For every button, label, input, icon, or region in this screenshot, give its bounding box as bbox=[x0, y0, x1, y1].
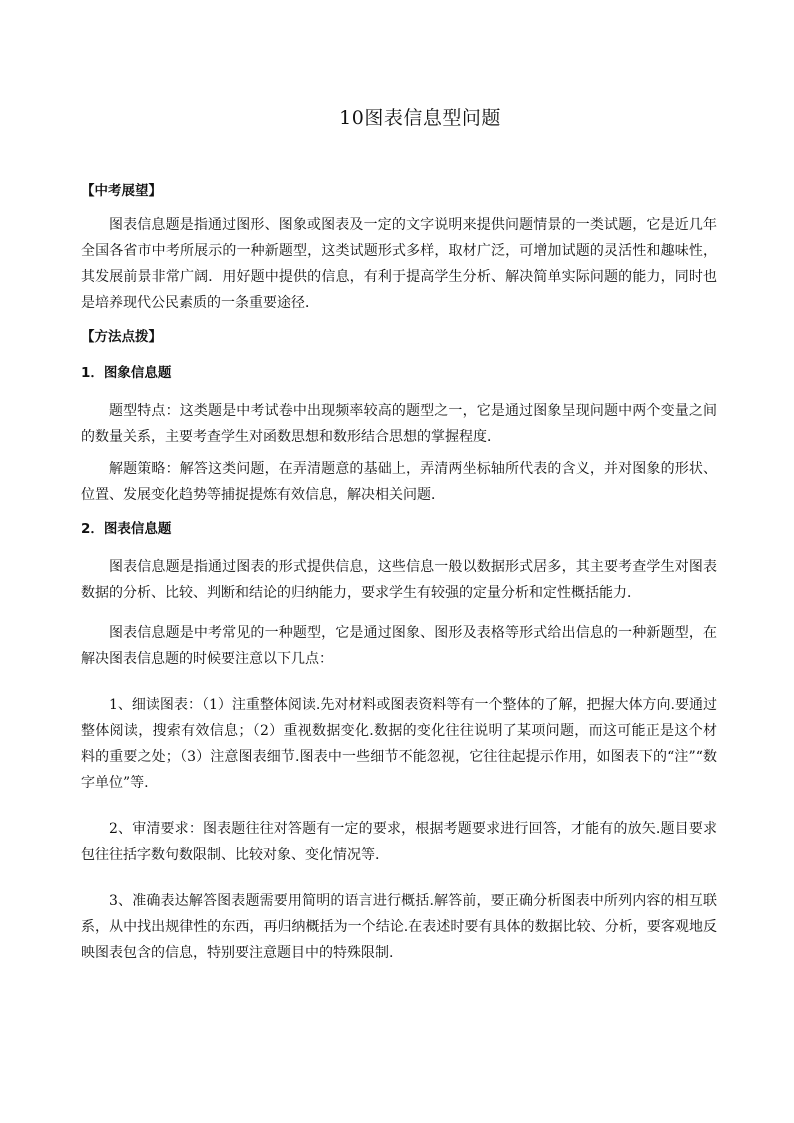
chart-info-intro: 图表信息题是中考常见的一种题型，它是通过图象、图形及表格等形式给出信息的一种新题型，在解决图表信息题的时候要注意以下几点： bbox=[81, 625, 717, 667]
subheading-chart-info: 2．图表信息题 bbox=[81, 521, 172, 537]
section-heading-method: 【方法点拨】 bbox=[81, 329, 162, 345]
image-info-features: 题型特点：这类题是中考试卷中出现频率较高的题型之一，它是通过图象呈现问题中两个变量之间的数量关系，主要考查学生对函数思想和数形结合思想的掌握程度． bbox=[81, 403, 717, 445]
chart-info-point-3: 3、准确表达解答图表题需要用简明的语言进行概括.解答前，要正确分析图表中所列内容的相互联系，从中找出规律性的东西，再归纳概括为一个结论.在表述时要有具体的数据比较、分析，要客观地反映图表包含的信息，特别要注意题目中的特殊限制. bbox=[81, 893, 717, 961]
chart-info-point-1: 1、细读图表：（1）注重整体阅读.先对材料或图表资料等有一个整体的了解，把握大体方向.要通过整体阅读，搜索有效信息；（2）重视数据变化.数据的变化往往说明了某项问题，而这可能正是这个材料的重要之处；（3）注意图表细节.图表中一些细节不能忽视，它往往起提示作用，如图表下的“注”“数字单位”等. bbox=[81, 697, 717, 791]
chart-info-point-2: 2、审清要求：图表题往往对答题有一定的要求，根据考题要求进行回答，才能有的放矢.题目要求包往往括字数句数限制、比较对象、变化情况等. bbox=[81, 821, 717, 863]
page-title: 10图表信息型问题 bbox=[339, 107, 501, 129]
subheading-image-info: 1．图象信息题 bbox=[81, 365, 172, 381]
image-info-strategy: 解题策略：解答这类问题，在弄清题意的基础上，弄清两坐标轴所代表的含义，并对图象的形状、位置、发展变化趋势等捕捉提炼有效信息，解决相关问题． bbox=[81, 461, 717, 503]
chart-info-definition: 图表信息题是指通过图表的形式提供信息，这些信息一般以数据形式居多，其主要考查学生对图表数据的分析、比较、判断和结论的归纳能力，要求学生有较强的定量分析和定性概括能力． bbox=[81, 559, 717, 601]
outlook-paragraph: 图表信息题是指通过图形、图象或图表及一定的文字说明来提供问题情景的一类试题，它是近几年全国各省市中考所展示的一种新题型，这类试题形式多样，取材广泛，可增加试题的灵活性和趣味性，其发展前景非常广阔．用好题中提供的信息，有利于提高学生分析、解决简单实际问题的能力，同时也是培养现代公民素质的一条重要途径． bbox=[81, 217, 717, 311]
section-heading-outlook: 【中考展望】 bbox=[81, 183, 162, 199]
document-body bbox=[81, 180, 717, 966]
